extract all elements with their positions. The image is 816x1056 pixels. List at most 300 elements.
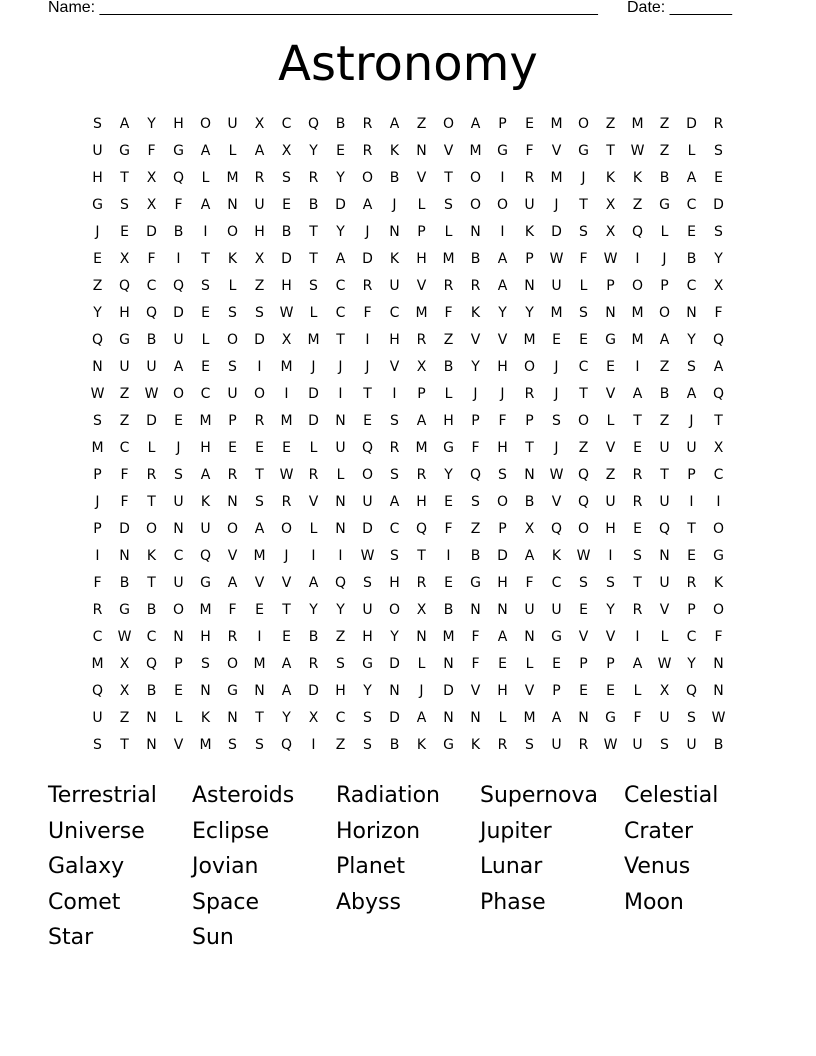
grid-letter[interactable]: O — [172, 602, 185, 618]
grid-letter[interactable]: R — [254, 413, 265, 429]
grid-letter[interactable]: T — [525, 440, 534, 456]
grid-letter[interactable]: U — [362, 602, 373, 618]
grid-letter[interactable]: R — [632, 602, 643, 618]
grid-letter[interactable]: X — [146, 197, 157, 213]
grid-letter[interactable]: D — [281, 251, 292, 267]
grid-letter[interactable]: Y — [282, 710, 291, 726]
grid-letter[interactable]: P — [525, 251, 534, 267]
grid-letter[interactable]: V — [551, 494, 562, 510]
grid-letter[interactable]: J — [176, 440, 181, 456]
grid-letter[interactable]: P — [687, 602, 696, 618]
grid-letter[interactable]: C — [686, 197, 697, 213]
grid-letter[interactable]: G — [713, 548, 724, 564]
grid-letter[interactable]: M — [631, 116, 644, 132]
grid-letter[interactable]: B — [470, 251, 481, 267]
grid-letter[interactable]: D — [686, 116, 697, 132]
grid-letter[interactable]: T — [309, 224, 318, 240]
grid-letter[interactable]: F — [444, 305, 453, 321]
grid-letter[interactable]: N — [173, 521, 184, 537]
grid-letter[interactable]: R — [632, 467, 643, 483]
grid-letter[interactable]: E — [282, 629, 291, 645]
grid-letter[interactable]: U — [551, 602, 562, 618]
grid-letter[interactable]: W — [549, 251, 564, 267]
grid-letter[interactable]: W — [603, 737, 618, 753]
grid-letter[interactable]: U — [659, 440, 670, 456]
grid-letter[interactable]: K — [389, 143, 400, 159]
grid-letter[interactable]: A — [119, 116, 130, 132]
grid-letter[interactable]: S — [309, 278, 318, 294]
grid-letter[interactable]: D — [551, 224, 562, 240]
grid-letter[interactable]: F — [93, 575, 102, 591]
grid-letter[interactable]: C — [92, 629, 103, 645]
grid-letter[interactable]: T — [120, 170, 129, 186]
grid-letter[interactable]: O — [253, 386, 266, 402]
grid-letter[interactable]: W — [711, 710, 726, 726]
grid-letter[interactable]: X — [416, 359, 427, 375]
grid-letter[interactable]: D — [713, 197, 724, 213]
grid-letter[interactable]: A — [551, 710, 562, 726]
grid-letter[interactable]: Q — [550, 521, 563, 537]
grid-letter[interactable]: D — [119, 521, 130, 537]
grid-letter[interactable]: F — [228, 602, 237, 618]
grid-letter[interactable]: T — [687, 521, 696, 537]
grid-letter[interactable]: H — [497, 359, 508, 375]
grid-letter[interactable]: E — [174, 413, 183, 429]
grid-letter[interactable]: P — [660, 278, 669, 294]
grid-letter[interactable]: U — [335, 440, 346, 456]
grid-letter[interactable]: O — [388, 602, 401, 618]
grid-letter[interactable]: U — [227, 116, 238, 132]
grid-letter[interactable]: D — [173, 305, 184, 321]
grid-letter[interactable]: B — [524, 494, 535, 510]
grid-letter[interactable]: R — [443, 278, 454, 294]
grid-letter[interactable]: I — [608, 548, 613, 564]
grid-letter[interactable]: E — [174, 683, 183, 699]
grid-letter[interactable]: B — [173, 224, 184, 240]
grid-letter[interactable]: J — [500, 386, 505, 402]
grid-letter[interactable]: Y — [147, 116, 156, 132]
grid-letter[interactable]: N — [659, 548, 670, 564]
grid-letter[interactable]: R — [92, 602, 103, 618]
grid-letter[interactable]: B — [308, 197, 319, 213]
grid-letter[interactable]: B — [659, 170, 670, 186]
grid-letter[interactable]: H — [497, 575, 508, 591]
grid-letter[interactable]: M — [550, 170, 563, 186]
grid-letter[interactable]: J — [284, 548, 289, 564]
grid-letter[interactable]: L — [687, 143, 696, 159]
grid-letter[interactable]: U — [173, 575, 184, 591]
grid-letter[interactable]: K — [605, 170, 616, 186]
grid-letter[interactable]: A — [308, 575, 319, 591]
grid-letter[interactable]: B — [659, 386, 670, 402]
grid-letter[interactable]: C — [686, 629, 697, 645]
grid-letter[interactable]: C — [335, 278, 346, 294]
grid-letter[interactable]: T — [255, 710, 264, 726]
grid-letter[interactable]: G — [227, 683, 238, 699]
grid-letter[interactable]: W — [279, 305, 294, 321]
grid-letter[interactable]: S — [363, 575, 372, 591]
grid-letter[interactable]: P — [228, 413, 237, 429]
grid-letter[interactable]: U — [632, 737, 643, 753]
grid-letter[interactable]: R — [632, 494, 643, 510]
grid-letter[interactable]: F — [633, 710, 642, 726]
grid-letter[interactable]: M — [307, 332, 320, 348]
grid-letter[interactable]: S — [579, 575, 588, 591]
grid-letter[interactable]: Z — [659, 413, 670, 429]
grid-letter[interactable]: T — [579, 386, 588, 402]
grid-letter[interactable]: C — [389, 521, 400, 537]
grid-letter[interactable]: C — [173, 548, 184, 564]
grid-letter[interactable]: R — [362, 116, 373, 132]
grid-letter[interactable]: B — [443, 602, 454, 618]
grid-letter[interactable]: N — [227, 494, 238, 510]
grid-letter[interactable]: O — [226, 224, 239, 240]
grid-letter[interactable]: N — [416, 629, 427, 645]
grid-letter[interactable]: M — [199, 602, 212, 618]
grid-letter[interactable]: G — [119, 602, 130, 618]
grid-letter[interactable]: G — [659, 197, 670, 213]
grid-letter[interactable]: U — [146, 359, 157, 375]
grid-letter[interactable]: H — [335, 683, 346, 699]
grid-letter[interactable]: R — [524, 170, 535, 186]
grid-letter[interactable]: D — [146, 224, 157, 240]
grid-letter[interactable]: S — [255, 737, 264, 753]
grid-letter[interactable]: S — [336, 656, 345, 672]
grid-letter[interactable]: X — [605, 197, 616, 213]
grid-letter[interactable]: Q — [469, 467, 482, 483]
grid-letter[interactable]: R — [146, 467, 157, 483]
grid-letter[interactable]: O — [226, 332, 239, 348]
grid-letter[interactable]: I — [689, 494, 694, 510]
grid-letter[interactable]: E — [633, 440, 642, 456]
grid-letter[interactable]: U — [524, 197, 535, 213]
grid-letter[interactable]: L — [606, 413, 615, 429]
grid-letter[interactable]: N — [713, 683, 724, 699]
grid-letter[interactable]: A — [686, 386, 697, 402]
grid-letter[interactable]: S — [363, 737, 372, 753]
grid-letter[interactable]: M — [631, 332, 644, 348]
grid-letter[interactable]: V — [605, 629, 616, 645]
grid-letter[interactable]: H — [605, 521, 616, 537]
grid-letter[interactable]: N — [497, 602, 508, 618]
grid-letter[interactable]: L — [147, 440, 156, 456]
grid-letter[interactable]: P — [525, 413, 534, 429]
grid-letter[interactable]: V — [227, 548, 238, 564]
grid-letter[interactable]: H — [254, 224, 265, 240]
grid-letter[interactable]: Q — [685, 683, 698, 699]
grid-letter[interactable]: V — [173, 737, 184, 753]
grid-letter[interactable]: P — [552, 683, 561, 699]
grid-letter[interactable]: E — [282, 440, 291, 456]
grid-letter[interactable]: S — [255, 494, 264, 510]
grid-letter[interactable]: S — [363, 710, 372, 726]
grid-letter[interactable]: W — [657, 656, 672, 672]
grid-letter[interactable]: H — [200, 440, 211, 456]
grid-letter[interactable]: N — [335, 521, 346, 537]
grid-letter[interactable]: E — [525, 116, 534, 132]
grid-letter[interactable]: E — [444, 575, 453, 591]
grid-letter[interactable]: N — [254, 683, 265, 699]
grid-letter[interactable]: V — [416, 170, 427, 186]
grid-letter[interactable]: Q — [172, 170, 185, 186]
grid-letter[interactable]: S — [228, 359, 237, 375]
grid-letter[interactable]: Z — [443, 332, 454, 348]
grid-letter[interactable]: E — [120, 224, 129, 240]
grid-letter[interactable]: S — [687, 710, 696, 726]
grid-letter[interactable]: M — [523, 332, 536, 348]
grid-letter[interactable]: U — [389, 278, 400, 294]
grid-letter[interactable]: V — [605, 440, 616, 456]
grid-letter[interactable]: R — [578, 737, 589, 753]
grid-letter[interactable]: A — [470, 116, 481, 132]
grid-letter[interactable]: J — [419, 683, 424, 699]
grid-letter[interactable]: Y — [309, 602, 318, 618]
grid-letter[interactable]: S — [201, 656, 210, 672]
grid-letter[interactable]: N — [524, 467, 535, 483]
grid-letter[interactable]: N — [524, 278, 535, 294]
grid-letter[interactable]: E — [444, 494, 453, 510]
grid-letter[interactable]: N — [578, 710, 589, 726]
grid-letter[interactable]: K — [389, 251, 400, 267]
grid-letter[interactable]: J — [554, 386, 559, 402]
grid-letter[interactable]: R — [389, 440, 400, 456]
grid-letter[interactable]: I — [311, 737, 316, 753]
grid-letter[interactable]: Q — [712, 332, 725, 348]
grid-letter[interactable]: C — [146, 629, 157, 645]
grid-letter[interactable]: X — [605, 224, 616, 240]
grid-letter[interactable]: K — [713, 575, 724, 591]
grid-letter[interactable]: V — [416, 278, 427, 294]
grid-letter[interactable]: B — [443, 359, 454, 375]
grid-letter[interactable]: F — [471, 440, 480, 456]
grid-letter[interactable]: J — [95, 224, 100, 240]
grid-letter[interactable]: Y — [93, 305, 102, 321]
grid-letter[interactable]: I — [500, 224, 505, 240]
grid-letter[interactable]: P — [498, 521, 507, 537]
grid-letter[interactable]: D — [146, 413, 157, 429]
grid-letter[interactable]: P — [93, 521, 102, 537]
grid-letter[interactable]: U — [659, 575, 670, 591]
grid-letter[interactable]: S — [201, 278, 210, 294]
grid-letter[interactable]: H — [173, 116, 184, 132]
grid-letter[interactable]: R — [416, 575, 427, 591]
grid-letter[interactable]: B — [686, 251, 697, 267]
grid-letter[interactable]: A — [497, 251, 508, 267]
grid-letter[interactable]: B — [335, 116, 346, 132]
grid-letter[interactable]: P — [606, 278, 615, 294]
grid-letter[interactable]: L — [228, 278, 237, 294]
grid-letter[interactable]: D — [389, 710, 400, 726]
grid-letter[interactable]: E — [93, 251, 102, 267]
grid-letter[interactable]: D — [335, 197, 346, 213]
grid-letter[interactable]: N — [335, 494, 346, 510]
grid-letter[interactable]: T — [120, 737, 129, 753]
grid-letter[interactable]: X — [281, 332, 292, 348]
grid-letter[interactable]: E — [201, 305, 210, 321]
grid-letter[interactable]: S — [228, 737, 237, 753]
grid-letter[interactable]: Q — [172, 278, 185, 294]
grid-letter[interactable]: X — [416, 602, 427, 618]
grid-letter[interactable]: L — [525, 656, 534, 672]
grid-letter[interactable]: L — [660, 224, 669, 240]
grid-letter[interactable]: F — [120, 494, 129, 510]
grid-letter[interactable]: C — [119, 440, 130, 456]
grid-letter[interactable]: P — [174, 656, 183, 672]
grid-letter[interactable]: J — [554, 440, 559, 456]
grid-letter[interactable]: M — [199, 737, 212, 753]
grid-letter[interactable]: N — [443, 710, 454, 726]
grid-letter[interactable]: I — [635, 629, 640, 645]
grid-letter[interactable]: Y — [444, 467, 453, 483]
grid-letter[interactable]: O — [631, 278, 644, 294]
grid-letter[interactable]: D — [308, 683, 319, 699]
grid-letter[interactable]: K — [551, 548, 562, 564]
grid-letter[interactable]: B — [146, 602, 157, 618]
grid-letter[interactable]: Q — [658, 521, 671, 537]
grid-letter[interactable]: P — [687, 467, 696, 483]
grid-letter[interactable]: U — [92, 143, 103, 159]
grid-letter[interactable]: C — [686, 278, 697, 294]
grid-letter[interactable]: Y — [336, 224, 345, 240]
grid-letter[interactable]: V — [443, 143, 454, 159]
grid-letter[interactable]: X — [713, 440, 724, 456]
grid-letter[interactable]: W — [603, 251, 618, 267]
grid-letter[interactable]: L — [174, 710, 183, 726]
grid-letter[interactable]: A — [524, 548, 535, 564]
grid-letter[interactable]: O — [145, 521, 158, 537]
grid-letter[interactable]: I — [284, 386, 289, 402]
grid-letter[interactable]: Z — [254, 278, 265, 294]
grid-letter[interactable]: U — [173, 494, 184, 510]
grid-letter[interactable]: V — [470, 332, 481, 348]
grid-letter[interactable]: S — [282, 170, 291, 186]
grid-letter[interactable]: Y — [687, 332, 696, 348]
grid-letter[interactable]: G — [551, 629, 562, 645]
grid-letter[interactable]: Z — [92, 278, 103, 294]
grid-letter[interactable]: I — [257, 359, 262, 375]
grid-letter[interactable]: R — [416, 467, 427, 483]
grid-letter[interactable]: G — [605, 710, 616, 726]
grid-letter[interactable]: Z — [632, 197, 643, 213]
grid-letter[interactable]: O — [523, 359, 536, 375]
grid-letter[interactable]: N — [686, 305, 697, 321]
grid-letter[interactable]: W — [576, 548, 591, 564]
grid-letter[interactable]: P — [498, 116, 507, 132]
grid-letter[interactable]: C — [713, 467, 724, 483]
grid-letter[interactable]: N — [443, 656, 454, 672]
grid-letter[interactable]: U — [659, 494, 670, 510]
grid-letter[interactable]: C — [281, 116, 292, 132]
grid-letter[interactable]: Z — [605, 467, 616, 483]
grid-letter[interactable]: S — [498, 467, 507, 483]
grid-letter[interactable]: N — [389, 224, 400, 240]
grid-letter[interactable]: H — [281, 278, 292, 294]
grid-letter[interactable]: E — [714, 170, 723, 186]
grid-letter[interactable]: H — [119, 305, 130, 321]
grid-letter[interactable]: N — [146, 737, 157, 753]
grid-letter[interactable]: J — [554, 197, 559, 213]
grid-letter[interactable]: V — [281, 575, 292, 591]
grid-letter[interactable]: S — [579, 305, 588, 321]
grid-letter[interactable]: H — [389, 332, 400, 348]
grid-letter[interactable]: E — [633, 521, 642, 537]
grid-letter[interactable]: T — [633, 575, 642, 591]
grid-letter[interactable]: R — [416, 332, 427, 348]
grid-letter[interactable]: Q — [577, 494, 590, 510]
grid-letter[interactable]: H — [200, 629, 211, 645]
grid-letter[interactable]: P — [579, 656, 588, 672]
grid-letter[interactable]: A — [416, 710, 427, 726]
grid-letter[interactable]: A — [254, 521, 265, 537]
grid-letter[interactable]: P — [417, 386, 426, 402]
grid-letter[interactable]: J — [311, 359, 316, 375]
grid-letter[interactable]: F — [471, 629, 480, 645]
grid-letter[interactable]: H — [389, 575, 400, 591]
grid-letter[interactable]: A — [389, 116, 400, 132]
grid-letter[interactable]: M — [523, 710, 536, 726]
grid-letter[interactable]: R — [308, 170, 319, 186]
grid-letter[interactable]: X — [146, 170, 157, 186]
grid-letter[interactable]: E — [687, 224, 696, 240]
grid-letter[interactable]: H — [416, 494, 427, 510]
grid-letter[interactable]: B — [470, 548, 481, 564]
grid-letter[interactable]: J — [581, 170, 586, 186]
grid-letter[interactable]: P — [471, 413, 480, 429]
grid-letter[interactable]: E — [606, 359, 615, 375]
grid-letter[interactable]: O — [226, 521, 239, 537]
grid-letter[interactable]: H — [497, 440, 508, 456]
grid-letter[interactable]: S — [552, 413, 561, 429]
grid-letter[interactable]: F — [525, 143, 534, 159]
grid-letter[interactable]: F — [120, 467, 129, 483]
grid-letter[interactable]: T — [147, 575, 156, 591]
grid-letter[interactable]: A — [362, 197, 373, 213]
grid-letter[interactable]: L — [201, 332, 210, 348]
grid-letter[interactable]: Q — [361, 440, 374, 456]
grid-letter[interactable]: K — [416, 737, 427, 753]
grid-letter[interactable]: N — [335, 413, 346, 429]
grid-letter[interactable]: Z — [335, 737, 346, 753]
grid-letter[interactable]: M — [442, 629, 455, 645]
grid-letter[interactable]: V — [524, 683, 535, 699]
grid-letter[interactable]: T — [714, 413, 723, 429]
grid-letter[interactable]: S — [93, 737, 102, 753]
grid-letter[interactable]: U — [119, 359, 130, 375]
grid-letter[interactable]: F — [147, 251, 156, 267]
grid-letter[interactable]: N — [470, 224, 481, 240]
grid-letter[interactable]: U — [686, 737, 697, 753]
grid-letter[interactable]: S — [228, 305, 237, 321]
grid-letter[interactable]: N — [416, 143, 427, 159]
grid-letter[interactable]: W — [279, 467, 294, 483]
grid-letter[interactable]: O — [280, 521, 293, 537]
grid-letter[interactable]: F — [714, 305, 723, 321]
grid-letter[interactable]: M — [91, 440, 104, 456]
grid-letter[interactable]: C — [200, 386, 211, 402]
grid-letter[interactable]: K — [470, 305, 481, 321]
grid-letter[interactable]: O — [469, 197, 482, 213]
grid-letter[interactable]: Z — [119, 710, 130, 726]
grid-letter[interactable]: Y — [714, 251, 723, 267]
grid-letter[interactable]: V — [497, 332, 508, 348]
grid-letter[interactable]: R — [281, 494, 292, 510]
grid-letter[interactable]: H — [416, 251, 427, 267]
grid-letter[interactable]: Q — [631, 224, 644, 240]
grid-letter[interactable]: N — [146, 710, 157, 726]
grid-letter[interactable]: L — [309, 305, 318, 321]
grid-letter[interactable]: S — [93, 413, 102, 429]
grid-letter[interactable]: I — [635, 251, 640, 267]
